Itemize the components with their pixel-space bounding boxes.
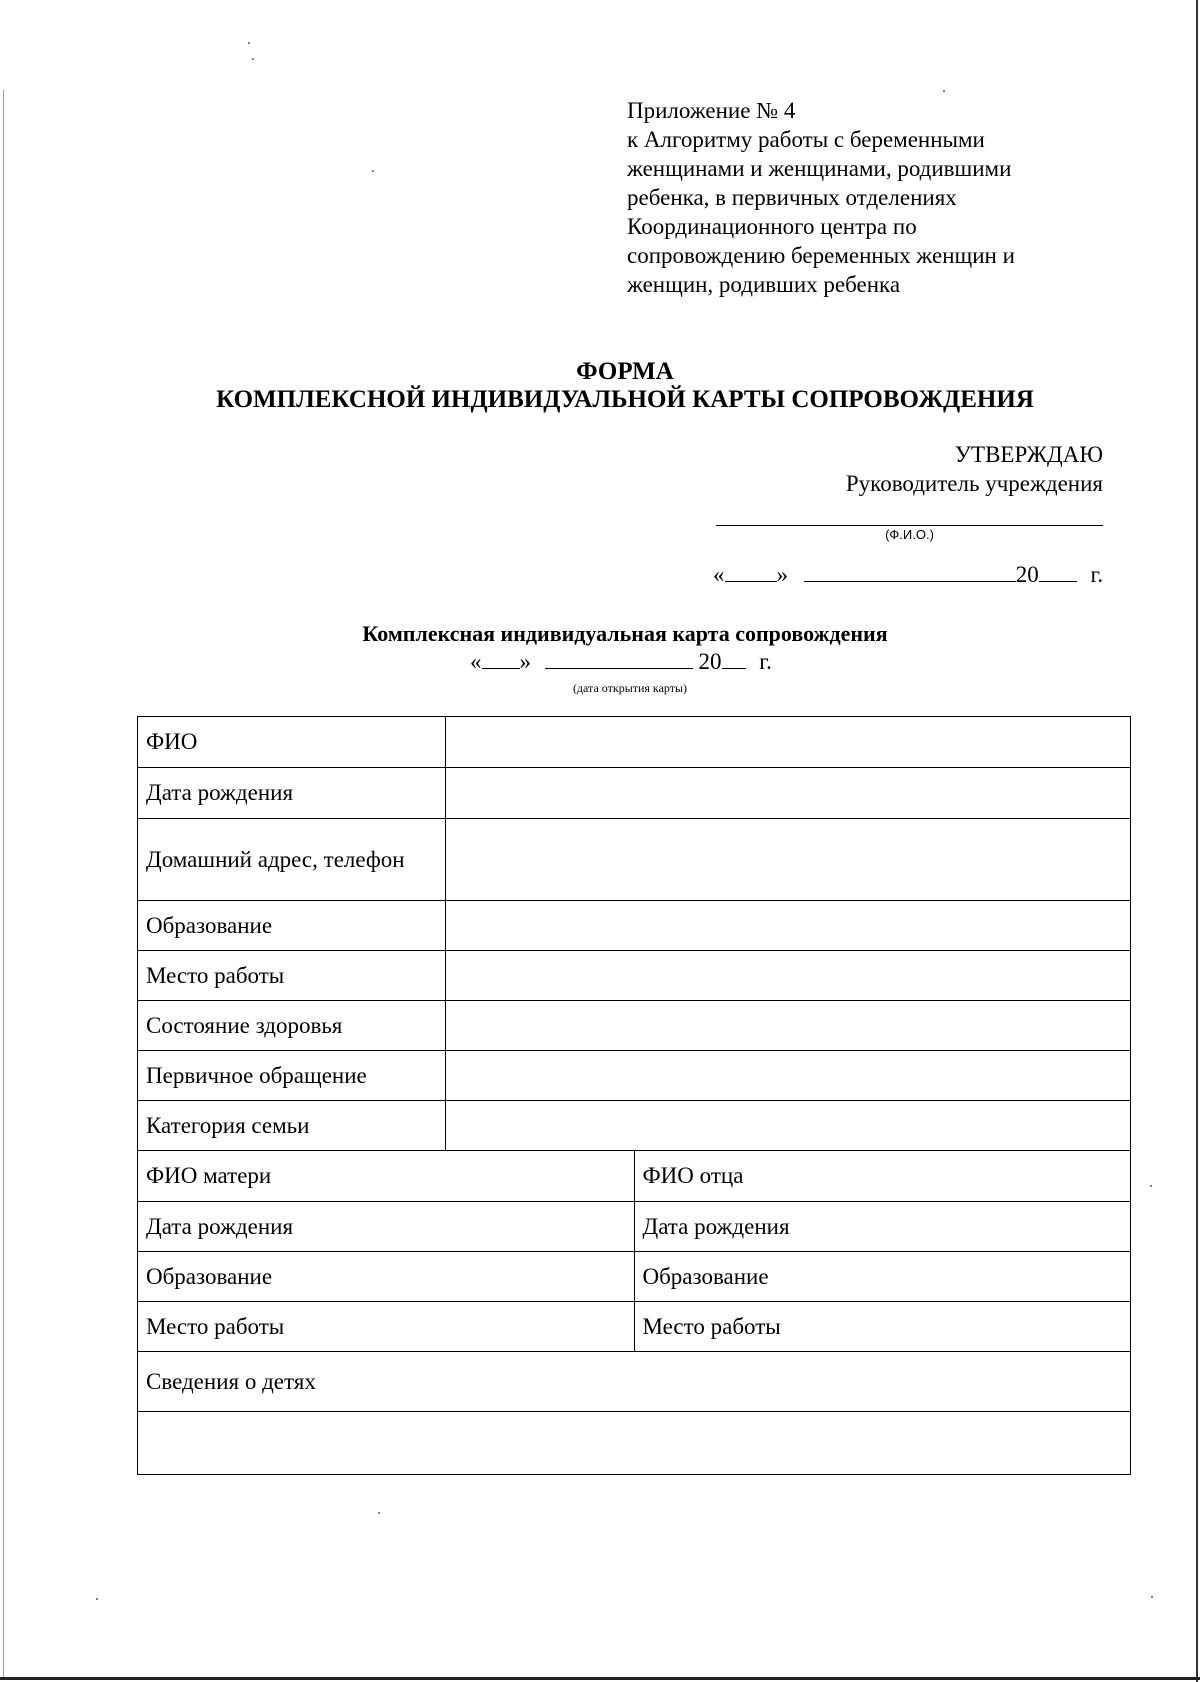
mother-fio-field[interactable]: ФИО матери <box>138 1151 635 1202</box>
year-blank <box>1039 561 1077 582</box>
row-label-first-request: Первичное обращение <box>138 1051 446 1101</box>
row-label-birth-date: Дата рождения <box>138 768 446 819</box>
month-blank <box>804 561 1016 582</box>
scan-speck <box>943 90 945 92</box>
card-form <box>137 716 1131 1475</box>
appendix-line: сопровождению беременных женщин и <box>627 243 1015 268</box>
year-prefix: 20 <box>1015 562 1039 587</box>
scan-speck <box>1150 1185 1152 1187</box>
appendix-header <box>627 96 1127 299</box>
table-row <box>138 1151 1131 1202</box>
birth-date-field[interactable] <box>446 768 1131 819</box>
children-info-field[interactable] <box>138 1412 1131 1475</box>
personal-info-table <box>137 716 1131 1151</box>
scan-speck <box>1151 1596 1153 1598</box>
row-label-address-phone: Домашний адрес, телефон <box>138 819 446 901</box>
children-info-label: Сведения о детях <box>138 1352 1131 1412</box>
fio-field[interactable] <box>446 717 1131 768</box>
approver-position: Руководитель учреждения <box>845 471 1103 496</box>
card-open-date <box>470 648 772 675</box>
day-blank <box>482 648 520 669</box>
month-blank <box>545 648 693 669</box>
approve-label: УТВЕРЖДАЮ <box>954 442 1103 467</box>
father-workplace-field[interactable]: Место работы <box>634 1302 1131 1352</box>
table-row <box>138 819 1131 901</box>
first-request-field[interactable] <box>446 1051 1131 1101</box>
form-subtitle: КОМПЛЕКСНОЙ ИНДИВИДУАЛЬНОЙ КАРТЫ СОПРОВОЖДЕНИЯ <box>216 386 1034 413</box>
table-row <box>138 1202 1131 1252</box>
education-field[interactable] <box>446 901 1131 951</box>
health-field[interactable] <box>446 1001 1131 1051</box>
approval-date <box>713 561 1103 588</box>
appendix-line: женщин, родивших ребенка <box>627 272 901 297</box>
card-title: Комплексная индивидуальная карта сопровождения <box>362 621 888 646</box>
table-row <box>138 1001 1131 1051</box>
scan-speck <box>248 42 250 44</box>
table-row <box>138 901 1131 951</box>
row-label-fio: ФИО <box>138 717 446 768</box>
family-category-field[interactable] <box>446 1101 1131 1151</box>
mother-workplace-field[interactable]: Место работы <box>138 1302 635 1352</box>
form-title: ФОРМА <box>576 358 674 385</box>
row-label-health: Состояние здоровья <box>138 1001 446 1051</box>
workplace-field[interactable] <box>446 951 1131 1001</box>
appendix-line: женщинами и женщинами, родившими <box>627 156 1012 181</box>
table-row <box>138 1352 1131 1412</box>
mother-education-field[interactable]: Образование <box>138 1252 635 1302</box>
table-row <box>138 1302 1131 1352</box>
row-label-workplace: Место работы <box>138 951 446 1001</box>
scan-speck <box>372 170 374 172</box>
address-phone-field[interactable] <box>446 819 1131 901</box>
close-quote: » <box>776 562 788 587</box>
day-blank <box>725 561 777 582</box>
father-education-field[interactable]: Образование <box>634 1252 1131 1302</box>
fio-caption: (Ф.И.О.) <box>885 527 934 542</box>
scan-edge <box>3 90 4 1680</box>
card-date-caption: (дата открытия карты) <box>572 681 688 695</box>
year-suffix: г. <box>1090 562 1104 587</box>
table-row <box>138 768 1131 819</box>
scan-edge <box>1196 0 1198 1682</box>
appendix-line: Координационного центра по <box>627 214 917 239</box>
table-row <box>138 951 1131 1001</box>
signature-line <box>716 525 1103 526</box>
open-quote: « <box>713 562 725 587</box>
appendix-line: к Алгоритму работы с беременными <box>627 127 985 152</box>
year-suffix: г. <box>759 649 772 674</box>
open-quote: « <box>470 649 482 674</box>
scan-edge <box>0 1677 1200 1680</box>
father-fio-field[interactable]: ФИО отца <box>634 1151 1131 1202</box>
table-row <box>138 1412 1131 1475</box>
table-row <box>138 1252 1131 1302</box>
scan-speck <box>252 58 254 60</box>
parents-info-table <box>137 1150 1131 1475</box>
table-row <box>138 717 1131 768</box>
year-prefix: 20 <box>698 649 722 674</box>
appendix-line: Приложение № 4 <box>627 98 796 123</box>
row-label-education: Образование <box>138 901 446 951</box>
table-row <box>138 1051 1131 1101</box>
appendix-line: ребенка, в первичных отделениях <box>627 185 957 210</box>
close-quote: » <box>519 649 531 674</box>
year-blank <box>722 648 746 669</box>
mother-birth-date-field[interactable]: Дата рождения <box>138 1202 635 1252</box>
table-row <box>138 1101 1131 1151</box>
scan-speck <box>378 1512 380 1514</box>
father-birth-date-field[interactable]: Дата рождения <box>634 1202 1131 1252</box>
row-label-family-category: Категория семьи <box>138 1101 446 1151</box>
scan-speck <box>96 1598 98 1600</box>
